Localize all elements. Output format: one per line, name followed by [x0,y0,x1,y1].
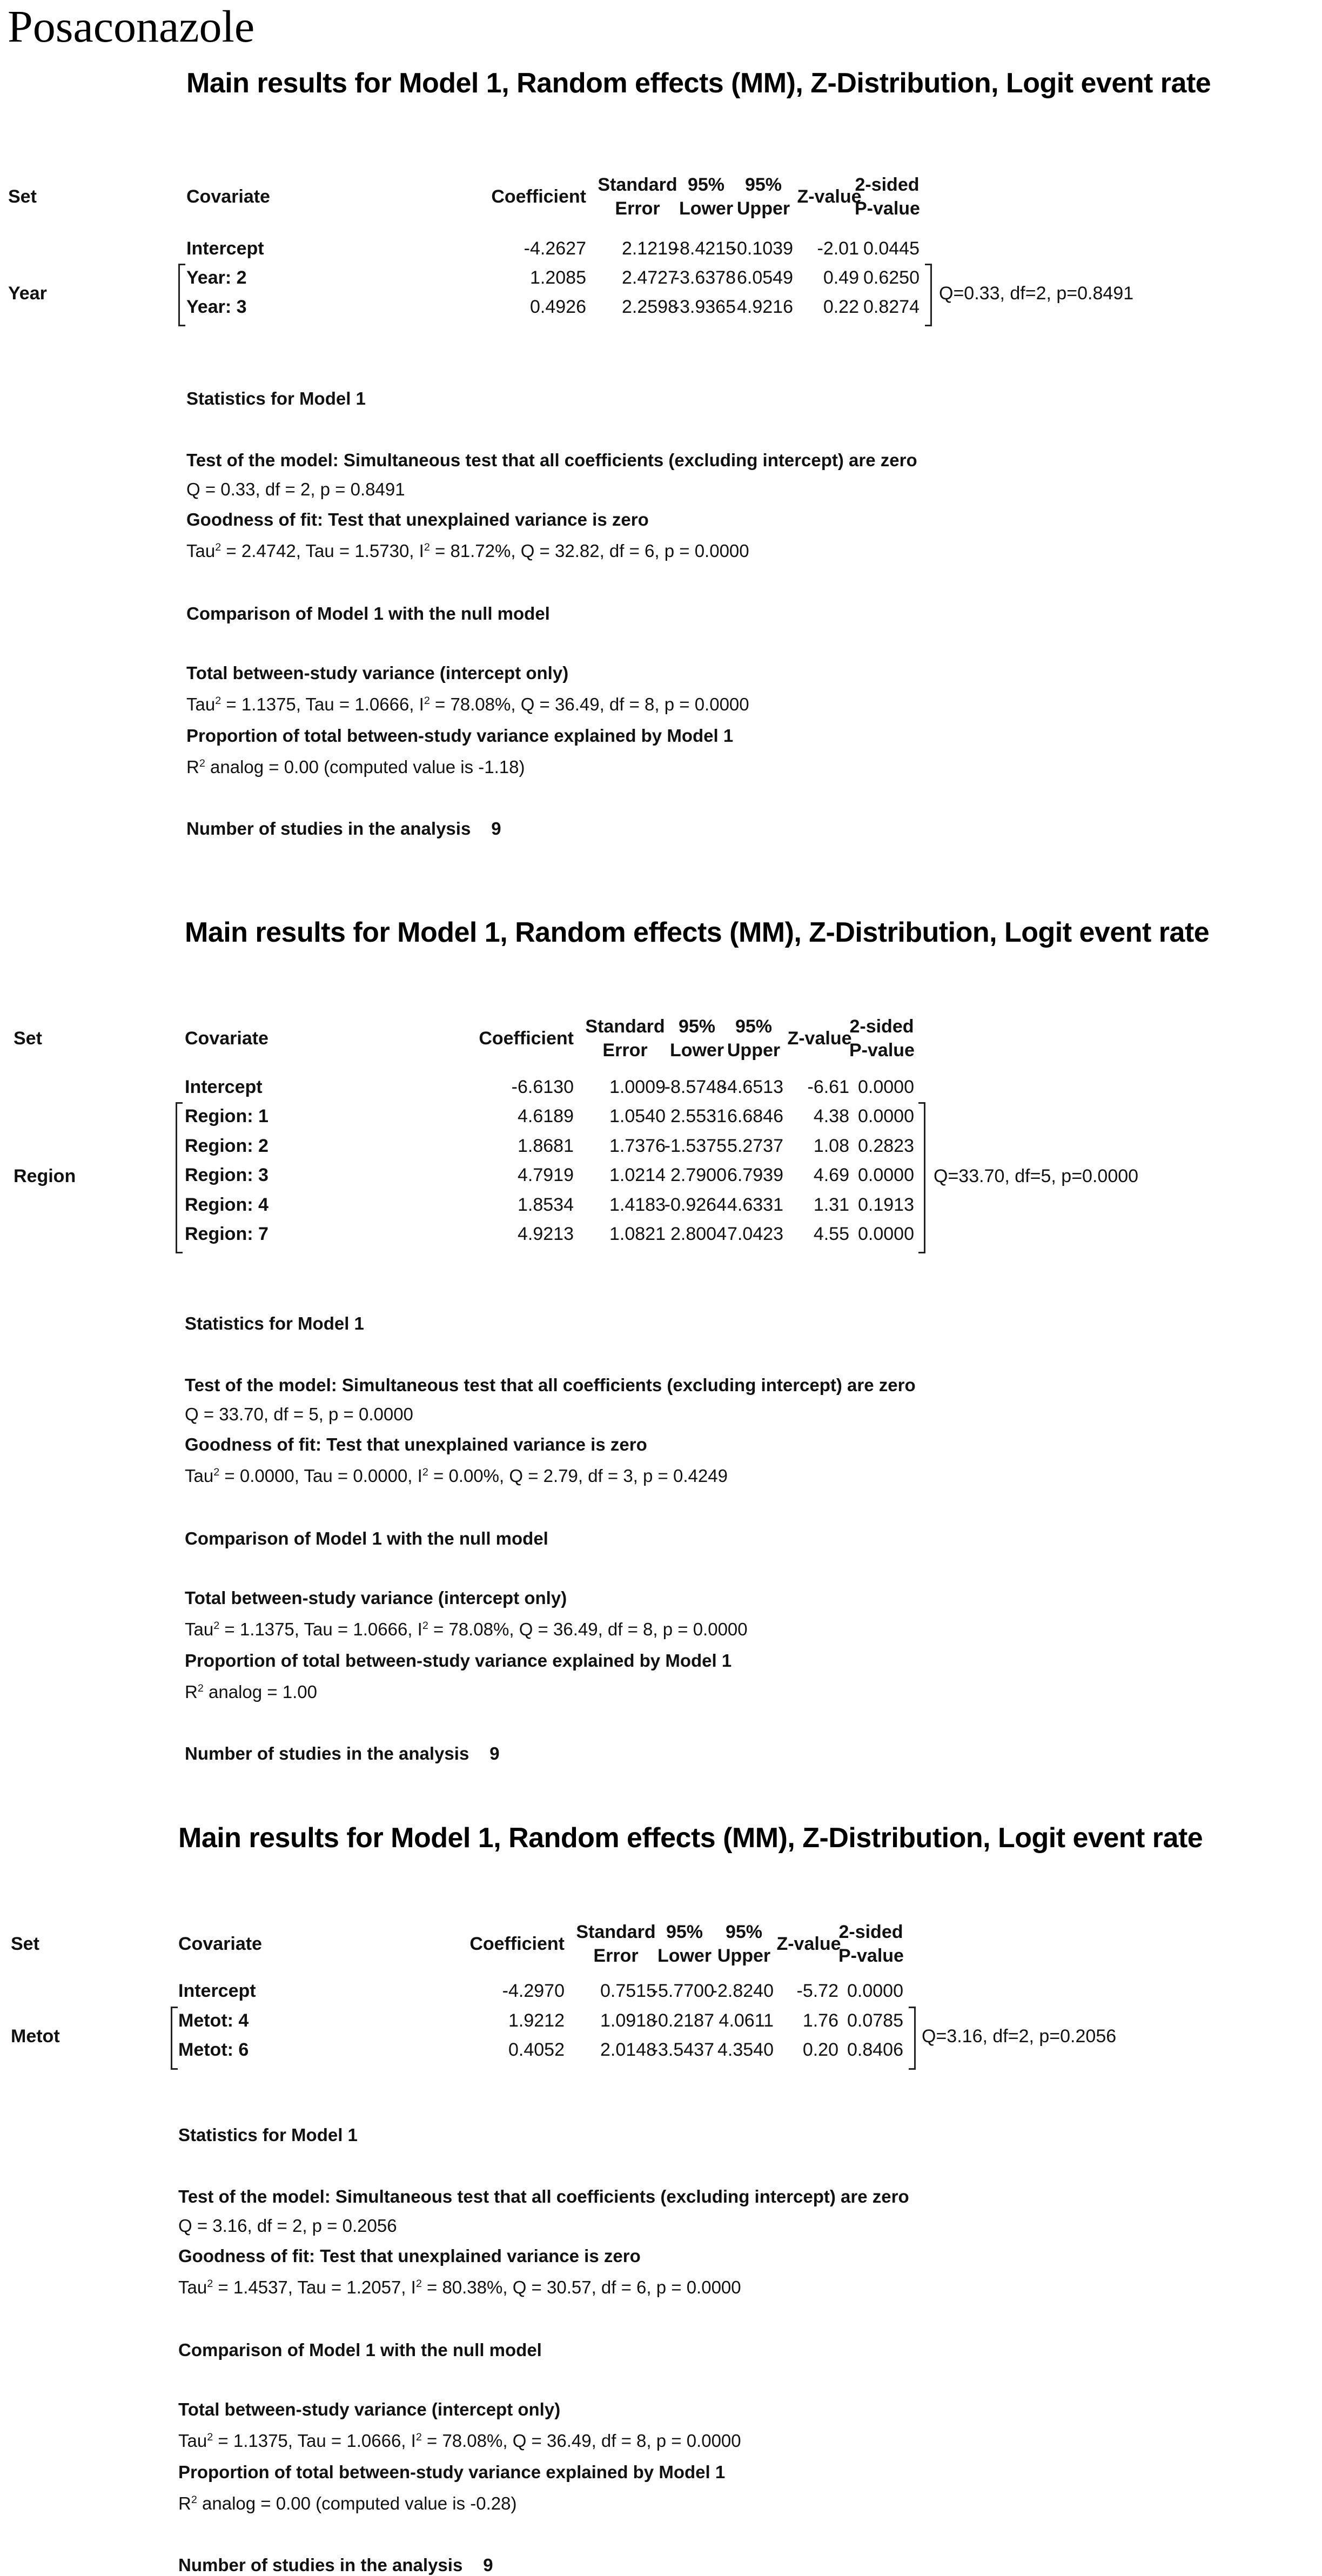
cell-lower: -0.2187 [652,2010,714,2031]
col-header-standard-error-bottom: Error [602,1040,648,1061]
cell-upper: 5.2737 [727,1135,783,1156]
stat-value: 0.0000 [353,1466,408,1486]
stat-value: 1.1375 [241,694,296,714]
cell-coef: 0.4926 [530,297,586,317]
stat-value: Tau [186,541,216,561]
stat-value: Tau = [304,1619,353,1639]
studies-label: Number of studies in the analysis [186,819,471,838]
bracket-left [171,2007,178,2070]
cell-z: -6.61 [807,1077,849,1097]
section-heading: Main results for Model 1, Random effects (MM), Z-Distribution, Logit event rate [185,917,1210,948]
cell-z: 1.31 [813,1194,849,1215]
document-title: Posaconazole [8,2,255,52]
comparison-label: Comparison of Model 1 with the null model [178,2340,542,2360]
cell-coef: -4.2970 [502,1981,565,2001]
col-header-z-value: Z-value [776,1934,841,1954]
cell-upper: 4.9216 [737,297,793,317]
goodness-of-fit-label: Goodness of fit: Test that unexplained variance is zero [185,1434,647,1454]
studies-label: Number of studies in the analysis [185,1743,469,1763]
cell-coef: 1.8534 [518,1194,574,1215]
stat-value: 78.08% [450,694,511,714]
goodness-of-fit-value: Tau$^2$ = 1.4537, Tau = 1.2057, $I^2 = 80.38\%$, Q = 30.57, df = 6, p = 0.0000 [178,2277,741,2297]
number-of-studies [185,1743,500,1765]
col-header-standard-error-bottom: Error [593,1946,639,1966]
r2-analog-value [185,1681,317,1703]
number-of-studies [178,2554,493,2576]
stat-value: Tau = [297,2277,347,2297]
col-header-lower-bottom: Lower [679,198,734,219]
cell-coef: 4.6189 [518,1106,574,1127]
col-header-p-value-bottom: P-value [855,198,920,219]
studies-count: 9 [483,2555,493,2575]
covariate-label: Region: 2 [185,1135,269,1156]
superscript-2: 2 [424,541,430,553]
cell-se: 2.2598 [622,297,678,317]
cell-upper: -2.8240 [711,1981,774,2001]
col-header-standard-error-bottom: Error [615,198,660,219]
covariate-label: Intercept [185,1077,263,1097]
covariate-label: Region: 7 [185,1224,269,1244]
covariate-label: Region: 4 [185,1194,269,1215]
stat-value: Q = 36.49, df = 8, p = 0.0000 [512,2431,741,2451]
stat-value: Tau = [304,1466,353,1486]
stat-value: Q = 2.79, df = 3, p = 0.4249 [509,1466,728,1486]
r2-value: analog = 0.00 (computed value is -1.18) [210,757,525,777]
proportion-label: Proportion of total between-study variance explained by Model 1 [178,2462,726,2482]
col-header-lower-bottom: Lower [669,1040,724,1061]
stat-value: 1.4537 [233,2277,288,2297]
superscript-2: 2 [415,2278,422,2290]
cell-z: 0.49 [823,267,859,288]
section-heading: Main results for Model 1, Random effects (MM), Z-Distribution, Logit event rate [178,1822,1203,1854]
comparison-label: Comparison of Model 1 with the null model [185,1528,548,1548]
covariate-label: Intercept [178,1981,256,2001]
col-header-lower-top: 95% [666,1922,703,1942]
col-header-lower-bottom: Lower [657,1946,712,1966]
cell-upper: 7.0423 [727,1224,783,1244]
cell-se: 1.4183 [609,1194,666,1215]
total-variance-value: Tau$^2$ = 1.1375, Tau = 1.0666, $I^2 = 78.08\%$, Q = 36.49, df = 8, p = 0.0000 [185,1619,748,1639]
cell-lower: -5.7700 [652,1981,714,2001]
col-header-set: Set [14,1028,42,1049]
goodness-of-fit-label: Goodness of fit: Test that unexplained variance is zero [178,2246,641,2266]
cell-se: 1.0821 [609,1224,666,1244]
number-of-studies [186,818,501,840]
col-header-z-value: Z-value [797,186,862,207]
cell-coef: -6.6130 [511,1077,574,1097]
col-header-lower-top: 95% [687,175,725,195]
stat-value: 0.00% [448,1466,500,1486]
total-variance-label: Total between-study variance (intercept only) [186,663,569,683]
stat-value: I [419,694,424,714]
stat-value: I [417,1619,422,1639]
cell-upper: 6.6846 [727,1106,783,1127]
stat-value: Q = 32.82, df = 6, p = 0.0000 [520,541,749,561]
cell-p: 0.8274 [863,297,920,317]
superscript-2: 2 [191,2494,197,2506]
set-test-result: Q=33.70, df=5, p=0.0000 [934,1166,1139,1187]
cell-z: 0.20 [802,2040,838,2060]
superscript-2: 2 [415,2431,422,2443]
superscript-2: 2 [213,1466,220,1478]
cell-lower: 2.8004 [670,1224,727,1244]
cell-upper: -4.6513 [721,1077,783,1097]
col-header-standard-error-top: Standard [598,175,677,195]
superscript-2: 2 [422,1620,428,1632]
covariate-label: Metot: 6 [178,2040,249,2060]
stat-value: Tau = [305,541,355,561]
r2-prefix: R [178,2493,191,2513]
bracket-right [918,1102,925,1253]
test-of-model-value: Q = 33.70, df = 5, p = 0.0000 [185,1404,413,1424]
comparison-label: Comparison of Model 1 with the null model [186,603,550,623]
stat-value: Q = 36.49, df = 8, p = 0.0000 [519,1619,748,1639]
cell-upper: -0.1039 [730,238,793,259]
proportion-label: Proportion of total between-study variance explained by Model 1 [185,1651,732,1671]
r2-prefix: R [186,757,199,777]
cell-p: 0.0000 [858,1077,914,1097]
cell-z: -2.01 [817,238,859,259]
superscript-2: 2 [215,541,222,553]
set-label: Year [8,283,47,304]
superscript-2: 2 [207,2431,213,2443]
cell-p: 0.0000 [858,1224,914,1244]
cell-se: 1.0540 [609,1106,666,1127]
bracket-left [178,264,185,326]
cell-lower: -8.5748 [664,1077,727,1097]
col-header-p-value-bottom: P-value [838,1946,904,1966]
test-of-model-value: Q = 0.33, df = 2, p = 0.8491 [186,479,405,499]
col-header-covariate: Covariate [185,1028,269,1049]
col-header-upper-top: 95% [735,1016,773,1037]
stats-title: Statistics for Model 1 [186,388,366,408]
set-label: Region [14,1166,76,1187]
stat-value: Q = 36.49, df = 8, p = 0.0000 [520,694,749,714]
r2-prefix: R [185,1682,198,1702]
stat-value: Q = 30.57, df = 6, p = 0.0000 [512,2277,741,2297]
total-variance-label: Total between-study variance (intercept only) [178,2399,561,2419]
cell-p: 0.0000 [858,1106,914,1127]
cell-upper: 6.0549 [737,267,793,288]
cell-se: 0.7515 [600,1981,656,2001]
covariate-label: Year: 2 [186,267,247,288]
stat-value: 81.72% [450,541,511,561]
set-test-result: Q=3.16, df=2, p=0.2056 [922,2026,1117,2047]
col-header-standard-error-top: Standard [585,1016,665,1037]
col-header-standard-error-top: Standard [576,1922,656,1942]
stat-value: I [411,2277,416,2297]
superscript-2: 2 [199,757,205,769]
cell-p: 0.2823 [858,1135,914,1156]
cell-z: 1.76 [802,2010,838,2031]
col-header-set: Set [8,186,37,207]
cell-z: 4.38 [813,1106,849,1127]
stat-value: I [419,541,424,561]
cell-se: 1.0214 [609,1165,666,1186]
stat-value: Tau [185,1466,214,1486]
cell-upper: 4.6331 [727,1194,783,1215]
proportion-label: Proportion of total between-study variance explained by Model 1 [186,726,734,746]
studies-count: 9 [491,819,501,838]
stat-value: 1.1375 [233,2431,288,2451]
col-header-covariate: Covariate [178,1934,262,1954]
cell-se: 2.1219 [622,238,678,259]
stat-value: Tau [186,694,216,714]
r2-value: analog = 1.00 [209,1682,317,1702]
col-header-p-value-bottom: P-value [849,1040,915,1061]
stat-value: Tau [178,2277,207,2297]
superscript-2: 2 [207,2278,213,2290]
superscript-2: 2 [422,1466,428,1478]
stat-value: 1.5730 [354,541,410,561]
test-of-model-label: Test of the model: Simultaneous test that all coefficients (excluding intercept) are zero [186,450,917,470]
stats-title: Statistics for Model 1 [185,1313,364,1333]
cell-z: -5.72 [796,1981,838,2001]
cell-z: 1.08 [813,1135,849,1156]
cell-coef: 4.9213 [518,1224,574,1244]
col-header-upper-bottom: Upper [727,1040,781,1061]
cell-p: 0.0445 [863,238,920,259]
goodness-of-fit-value: Tau$^2$ = 0.0000, Tau = 0.0000, $I^2 = 0.00\%$, Q = 2.79, df = 3, p = 0.4249 [185,1466,728,1486]
col-header-p-value-top: 2-sided [838,1922,903,1942]
set-test-result: Q=0.33, df=2, p=0.8491 [939,283,1134,304]
cell-p: 0.0785 [847,2010,903,2031]
superscript-2: 2 [197,1682,204,1694]
col-header-coefficient: Coefficient [479,1028,574,1049]
section-heading: Main results for Model 1, Random effects (MM), Z-Distribution, Logit event rate [186,68,1211,99]
col-header-p-value-top: 2-sided [855,175,920,195]
r2-value: analog = 0.00 (computed value is -0.28) [202,2493,517,2513]
test-of-model-value: Q = 3.16, df = 2, p = 0.2056 [178,2216,397,2236]
superscript-2: 2 [213,1620,220,1632]
cell-lower: 2.5531 [670,1106,727,1127]
stat-value: 1.0666 [354,694,410,714]
r2-analog-value [186,756,525,778]
cell-coef: 4.7919 [518,1165,574,1186]
col-header-lower-top: 95% [678,1016,716,1037]
cell-lower: -0.9264 [664,1194,727,1215]
covariate-label: Region: 1 [185,1106,269,1127]
stat-value: 78.08% [442,2431,503,2451]
cell-upper: 4.3540 [717,2040,774,2060]
col-header-z-value: Z-value [787,1028,852,1049]
cell-p: 0.8406 [847,2040,903,2060]
covariate-label: Year: 3 [186,297,247,317]
covariate-label: Metot: 4 [178,2010,249,2031]
col-header-upper-top: 95% [744,175,782,195]
bracket-left [176,1102,183,1253]
cell-se: 2.4727 [622,267,678,288]
cell-se: 2.0148 [600,2040,656,2060]
bracket-right [909,2007,916,2070]
r2-analog-value [178,2493,516,2514]
stats-title: Statistics for Model 1 [178,2125,358,2145]
stat-value: Tau = [305,694,355,714]
stat-value: I [411,2431,416,2451]
cell-lower: -3.9365 [673,297,736,317]
col-header-upper-top: 95% [725,1922,763,1942]
studies-label: Number of studies in the analysis [178,2555,463,2575]
stat-value: 1.2057 [346,2277,401,2297]
col-header-covariate: Covariate [186,186,270,207]
stat-value: 1.0666 [346,2431,401,2451]
cell-coef: 1.9212 [508,2010,565,2031]
stat-value: 80.38% [442,2277,503,2297]
cell-lower: -3.5437 [652,2040,714,2060]
goodness-of-fit-label: Goodness of fit: Test that unexplained variance is zero [186,509,649,529]
cell-z: 0.22 [823,297,859,317]
stat-value: 1.1375 [239,1619,294,1639]
cell-p: 0.0000 [858,1165,914,1186]
covariate-label: Intercept [186,238,264,259]
stat-value: Tau = [297,2431,347,2451]
cell-coef: 0.4052 [508,2040,565,2060]
cell-lower: -1.5375 [664,1135,727,1156]
stat-value: I [417,1466,422,1486]
cell-z: 4.69 [813,1165,849,1186]
cell-p: 0.6250 [863,267,920,288]
studies-count: 9 [489,1743,500,1763]
stat-value: Tau [185,1619,214,1639]
cell-se: 1.0918 [600,2010,656,2031]
total-variance-label: Total between-study variance (intercept only) [185,1588,567,1608]
cell-se: 1.7376 [609,1135,666,1156]
col-header-set: Set [11,1934,39,1954]
cell-lower: 2.7900 [670,1165,727,1186]
total-variance-value: Tau$^2$ = 1.1375, Tau = 1.0666, $I^2 = 78.08\%$, Q = 36.49, df = 8, p = 0.0000 [186,694,749,714]
col-header-coefficient: Coefficient [469,1934,565,1954]
cell-p: 0.1913 [858,1194,914,1215]
cell-lower: -3.6378 [673,267,736,288]
superscript-2: 2 [424,695,430,707]
cell-upper: 4.0611 [719,2010,774,2031]
test-of-model-label: Test of the model: Simultaneous test that all coefficients (excluding intercept) are zero [185,1375,916,1395]
total-variance-value: Tau$^2$ = 1.1375, Tau = 1.0666, $I^2 = 78.08\%$, Q = 36.49, df = 8, p = 0.0000 [178,2431,741,2451]
cell-coef: 1.2085 [530,267,586,288]
stat-value: 0.0000 [239,1466,294,1486]
bracket-right [925,264,932,326]
stat-value: 1.0666 [353,1619,408,1639]
covariate-label: Region: 3 [185,1165,269,1186]
cell-p: 0.0000 [847,1981,903,2001]
col-header-upper-bottom: Upper [736,198,790,219]
stat-value: Tau [178,2431,207,2451]
col-header-p-value-top: 2-sided [849,1016,914,1037]
goodness-of-fit-value: Tau$^2$ = 2.4742, Tau = 1.5730, $I^2 = 81.72\%$, Q = 32.82, df = 6, p = 0.0000 [186,541,749,561]
set-label: Metot [11,2026,60,2047]
cell-coef: 1.8681 [518,1135,574,1156]
cell-coef: -4.2627 [524,238,586,259]
cell-lower: -8.4215 [673,238,736,259]
test-of-model-label: Test of the model: Simultaneous test that all coefficients (excluding intercept) are zero [178,2186,909,2206]
cell-upper: 6.7939 [727,1165,783,1186]
superscript-2: 2 [215,695,222,707]
col-header-coefficient: Coefficient [491,186,586,207]
cell-se: 1.0009 [609,1077,666,1097]
cell-z: 4.55 [813,1224,849,1244]
stat-value: 2.4742 [241,541,296,561]
col-header-upper-bottom: Upper [717,1946,771,1966]
stat-value: 78.08% [448,1619,509,1639]
